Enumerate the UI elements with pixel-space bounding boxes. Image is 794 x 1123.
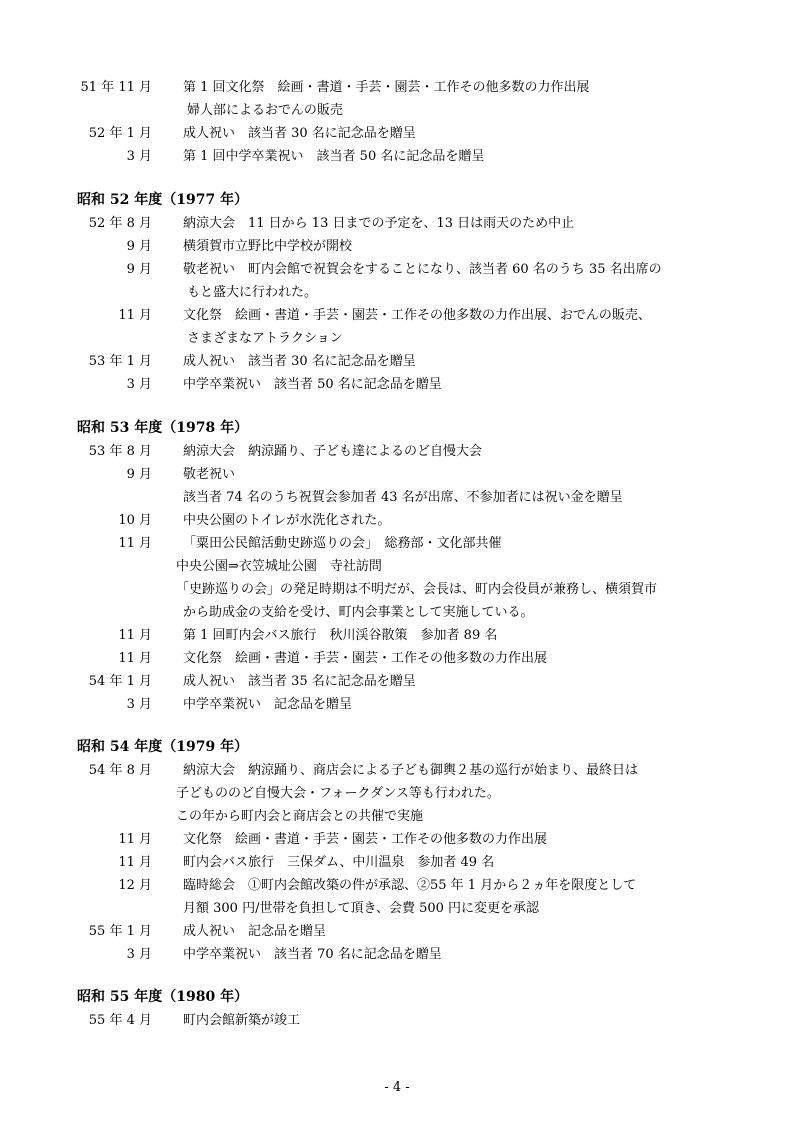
- entry-row: [0, 694, 794, 716]
- entry-date: 10 月: [118, 513, 152, 528]
- entry-text: 成人祝い 該当者 30 名に記念品を贈呈: [183, 126, 416, 141]
- entry-text: 「史跡巡りの会」の発足時期は不明だが、会長は、町内会役員が兼務し、横須賀市: [176, 582, 658, 597]
- entry-date: 9 月: [126, 467, 152, 482]
- entry-continuation: [0, 282, 794, 304]
- entry-text: 月額 300 円/世帯を負担して頂き、会費 500 円に変更を承認: [183, 901, 540, 916]
- entry-date: 9 月: [126, 239, 152, 254]
- entry-continuation: [0, 556, 794, 578]
- entry-text: から助成金の支給を受け、町内会事業として実施している。: [183, 605, 534, 620]
- entry-date: 12 月: [118, 878, 152, 893]
- entry-continuation: [0, 602, 794, 624]
- entry-continuation: [0, 100, 794, 122]
- entry-row: [0, 852, 794, 874]
- entry-row: [0, 374, 794, 396]
- entry-date: 3 月: [126, 947, 152, 962]
- section-heading: 昭和 55 年度（1980 年）: [77, 989, 249, 1005]
- entry-text: 中学卒業祝い 記念品を贈呈: [183, 697, 353, 712]
- entry-date: 9 月: [126, 262, 152, 277]
- entry-row: [0, 123, 794, 145]
- entry-date: 11 月: [118, 536, 152, 551]
- entry-text: この年から町内会と商店会との共催で実施: [176, 809, 424, 824]
- entry-date: 11 月: [118, 628, 152, 643]
- entry-date: 55 年 1 月: [88, 924, 152, 939]
- entry-row: [0, 213, 794, 235]
- entry-date: 11 月: [118, 308, 152, 323]
- entry-date: 54 年 8 月: [88, 763, 152, 778]
- entry-date: 54 年 1 月: [88, 674, 152, 689]
- entry-text: 成人祝い 記念品を贈呈: [183, 924, 327, 939]
- entry-continuation: [0, 898, 794, 920]
- entry-row: [0, 146, 794, 168]
- entry-text: 納涼大会 納涼踊り、子ども達によるのど自慢大会: [183, 444, 483, 459]
- entry-date: 11 月: [118, 855, 152, 870]
- entry-row: [0, 441, 794, 463]
- entry-date: 52 年 8 月: [88, 216, 152, 231]
- entry-text: 納涼大会 11 日から 13 日までの予定を、13 日は雨天のため中止: [183, 216, 575, 231]
- entry-text: 臨時総会 ①町内会館改築の件が承認、②55 年 1 月から２ヵ年を限度として: [183, 878, 637, 893]
- entry-text: 中央公園⇒衣笠城址公園 寺社訪問: [176, 559, 382, 574]
- entry-text: 敬老祝い: [183, 467, 236, 482]
- entry-row: [0, 259, 794, 281]
- entry-row: [0, 236, 794, 258]
- entry-row: [0, 760, 794, 782]
- entry-date: 53 年 8 月: [88, 444, 152, 459]
- entry-row: [0, 305, 794, 327]
- entry-row: [0, 77, 794, 99]
- entry-continuation: [0, 328, 794, 350]
- entry-date: 55 年 4 月: [88, 1013, 152, 1028]
- entry-text: 町内会バス旅行 三保ダム、中川温泉 参加者 49 名: [183, 855, 495, 870]
- entry-date: 53 年 1 月: [88, 354, 152, 369]
- entry-text: 「粟田公民館活動史跡巡りの会」 総務部・文化部共催: [183, 536, 502, 551]
- entry-row: [0, 533, 794, 555]
- entry-text: 納涼大会 納涼踊り、商店会による子ども御輿２基の巡行が始まり、最終日は: [183, 763, 639, 778]
- entry-text: 中央公園のトイレが水洗化された。: [183, 513, 391, 528]
- entry-row: [0, 625, 794, 647]
- entry-text: 中学卒業祝い 該当者 70 名に記念品を贈呈: [183, 947, 442, 962]
- entry-text: 敬老祝い 町内会館で祝賀会をすることになり、該当者 60 名のうち 35 名出席の: [183, 262, 662, 277]
- entry-text: 子どもののど自慢大会・フォークダンス等も行われた。: [176, 786, 500, 801]
- entry-continuation: [0, 579, 794, 601]
- entry-date: 3 月: [126, 377, 152, 392]
- entry-row: [0, 510, 794, 532]
- entry-text: 成人祝い 該当者 35 名に記念品を贈呈: [183, 674, 416, 689]
- section-heading: 昭和 52 年度（1977 年）: [77, 192, 249, 208]
- entry-text: 中学卒業祝い 該当者 50 名に記念品を贈呈: [183, 377, 442, 392]
- entry-text: 横須賀市立野比中学校が開校: [183, 239, 353, 254]
- entry-row: [0, 1010, 794, 1032]
- entry-text: 婦人部によるおでんの販売: [187, 103, 343, 118]
- entry-text: 文化祭 絵画・書道・手芸・園芸・工作その他多数の力作出展、おでんの販売、: [183, 308, 651, 323]
- entry-text: 該当者 74 名のうち祝賀会参加者 43 名が出席、不参加者には祝い金を贈呈: [183, 490, 623, 505]
- entry-date: 3 月: [126, 697, 152, 712]
- entry-date: 11 月: [118, 832, 152, 847]
- entry-row: [0, 875, 794, 897]
- entry-row: [0, 671, 794, 693]
- entry-text: 文化祭 絵画・書道・手芸・園芸・工作その他多数の力作出展: [183, 651, 548, 666]
- entry-text: 町内会館新築が竣工: [183, 1013, 301, 1028]
- entry-row: [0, 829, 794, 851]
- entry-continuation: [0, 806, 794, 828]
- section-heading: 昭和 53 年度（1978 年）: [77, 420, 249, 436]
- entry-row: [0, 944, 794, 966]
- entry-continuation: [0, 487, 794, 509]
- entry-text: 文化祭 絵画・書道・手芸・園芸・工作その他多数の力作出展: [183, 832, 548, 847]
- entry-continuation: [0, 783, 794, 805]
- entry-date: 3 月: [126, 149, 152, 164]
- entry-text: 第 1 回中学卒業祝い 該当者 50 名に記念品を贈呈: [183, 149, 485, 164]
- entry-row: [0, 921, 794, 943]
- entry-text: 第 1 回文化祭 絵画・書道・手芸・園芸・工作その他多数の力作出展: [183, 80, 590, 95]
- section-heading: 昭和 54 年度（1979 年）: [77, 739, 249, 755]
- entry-date: 51 年 11 月: [80, 80, 152, 95]
- entry-text: 第 1 回町内会バス旅行 秋川渓谷散策 参加者 89 名: [183, 628, 498, 643]
- entry-date: 52 年 1 月: [88, 126, 152, 141]
- entry-text: さまざまなアトラクション: [187, 331, 343, 346]
- entry-date: 11 月: [118, 651, 152, 666]
- entry-text: 成人祝い 該当者 30 名に記念品を贈呈: [183, 354, 416, 369]
- entry-row: [0, 351, 794, 373]
- entry-row: [0, 464, 794, 486]
- page-number: - 4 -: [384, 1080, 410, 1095]
- entry-row: [0, 648, 794, 670]
- entry-text: もと盛大に行われた。: [187, 285, 318, 300]
